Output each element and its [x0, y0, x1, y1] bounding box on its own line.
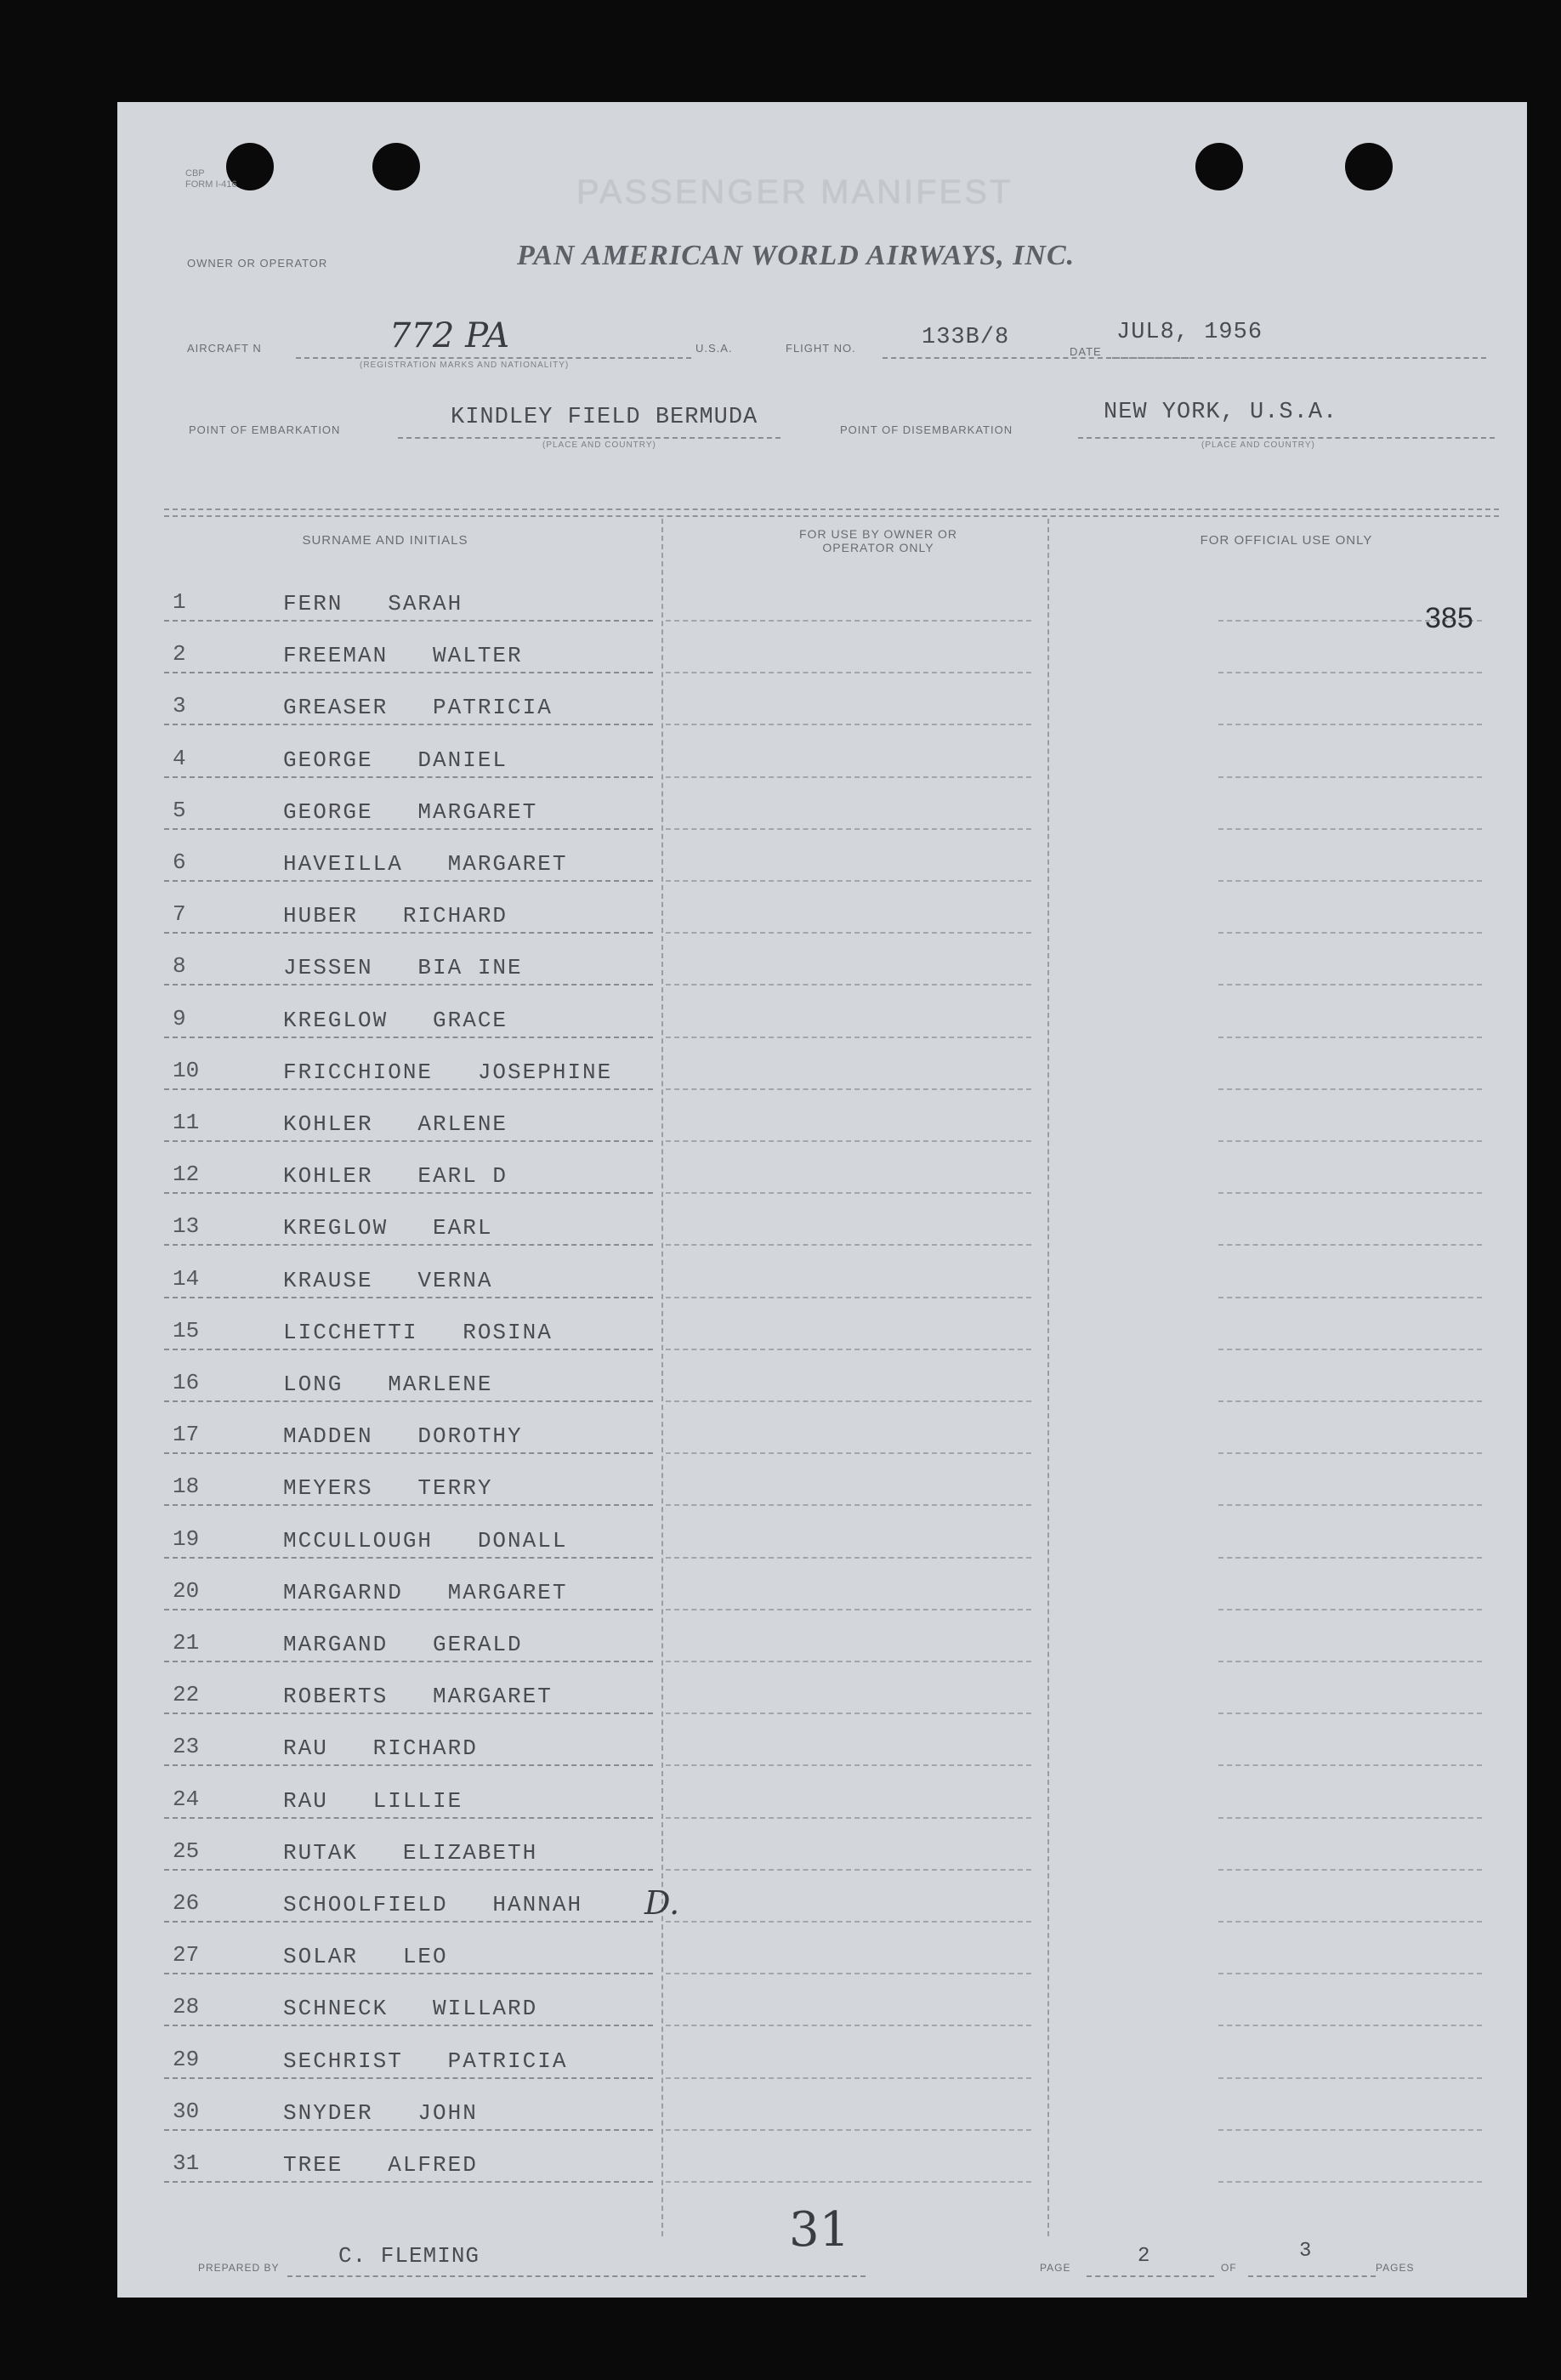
passenger-name: KOHLER ARLENE — [283, 1111, 508, 1137]
passenger-name: ROBERTS MARGARET — [283, 1684, 553, 1710]
passenger-name: RAU LILLIE — [283, 1787, 463, 1814]
passenger-name: SNYDER JOHN — [283, 2099, 478, 2126]
passenger-number: 19 — [173, 1525, 200, 1552]
manifest-page — [117, 102, 1527, 2298]
page-label: PAGE — [1040, 2262, 1071, 2274]
punch-hole — [372, 143, 420, 190]
passenger-row — [164, 622, 1490, 673]
passenger-name: MEYERS TERRY — [283, 1475, 493, 1502]
page-title: PASSENGER MANIFEST — [576, 173, 1013, 211]
passenger-row — [164, 1402, 1490, 1454]
prepared-line — [287, 2275, 866, 2277]
of-value: 3 — [1299, 2240, 1313, 2263]
passenger-name: JESSEN BIA INE — [283, 955, 523, 981]
passenger-row — [164, 1350, 1490, 1402]
passenger-row — [164, 882, 1490, 934]
punch-hole — [1345, 143, 1393, 190]
passenger-name: MARGAND GERALD — [283, 1632, 523, 1657]
embark-label: POINT OF EMBARKATION — [189, 423, 341, 436]
passenger-row — [164, 1507, 1490, 1559]
passenger-row — [164, 1090, 1490, 1142]
passenger-row — [164, 778, 1490, 830]
passenger-name: SCHNECK WILLARD — [283, 1996, 538, 2022]
passenger-name: GEORGE MARGARET — [283, 798, 538, 825]
passenger-number: 13 — [173, 1213, 200, 1240]
passenger-number: 23 — [173, 1734, 200, 1760]
disembark-line — [1078, 437, 1495, 439]
passenger-row — [164, 1767, 1490, 1819]
passenger-row — [164, 1142, 1490, 1194]
handwritten-initial: D. — [644, 1884, 680, 1922]
passenger-number: 18 — [173, 1474, 200, 1500]
passenger-number: 29 — [173, 2046, 200, 2072]
passenger-row — [164, 1038, 1490, 1090]
passenger-name: FREEMAN WALTER — [283, 643, 523, 669]
passenger-name: SOLAR LEO — [283, 1944, 448, 1970]
passenger-number: 3 — [173, 693, 186, 719]
row-rule — [1218, 2181, 1482, 2183]
total-count: 31 — [789, 2202, 850, 2258]
owner-label: OWNER OR OPERATOR — [187, 257, 328, 270]
passenger-number: 7 — [173, 901, 186, 928]
passenger-row — [164, 1871, 1490, 1923]
table-top-rule — [164, 515, 1499, 517]
passenger-row — [164, 1194, 1490, 1246]
column-header-surname: SURNAME AND INITIALS — [302, 533, 468, 548]
passenger-number: 8 — [173, 953, 186, 980]
embark-sublabel: (PLACE AND COUNTRY) — [542, 440, 656, 450]
passenger-name: KOHLER EARL D — [283, 1163, 508, 1190]
passenger-number: 24 — [173, 1786, 200, 1812]
passenger-name: SCHOOLFIELD HANNAH — [283, 1892, 583, 1917]
passenger-number: 22 — [173, 1682, 200, 1708]
passenger-number: 28 — [173, 1994, 200, 2020]
column-header-official-use: FOR OFFICIAL USE ONLY — [1200, 533, 1373, 548]
passenger-name: GREASER PATRICIA — [283, 695, 553, 721]
passenger-name: LICCHETTI ROSINA — [283, 1319, 553, 1345]
page-value: 2 — [1138, 2245, 1151, 2268]
passenger-name: TREE ALFRED — [283, 2152, 478, 2178]
passenger-number: 5 — [173, 797, 186, 823]
table-top-rule — [164, 508, 1499, 510]
flight-value: 133B/8 — [922, 325, 1010, 350]
passenger-name: LONG MARLENE — [283, 1372, 493, 1397]
passenger-name: GEORGE DANIEL — [283, 747, 508, 773]
official-number: 385 — [1425, 602, 1473, 634]
passenger-name: MADDEN DOROTHY — [283, 1423, 523, 1450]
date-line — [1112, 357, 1486, 359]
punch-hole — [1195, 143, 1243, 190]
embark-value: KINDLEY FIELD BERMUDA — [451, 405, 758, 430]
passenger-row — [164, 673, 1490, 725]
of-line — [1248, 2275, 1376, 2277]
passenger-row — [164, 2131, 1490, 2183]
usa-label: U.S.A. — [695, 342, 733, 355]
passenger-row — [164, 1298, 1490, 1350]
passenger-row — [164, 570, 1490, 622]
passenger-number: 20 — [173, 1577, 200, 1604]
passenger-row — [164, 1454, 1490, 1506]
passenger-name: KREGLOW EARL — [283, 1215, 493, 1241]
passenger-row — [164, 830, 1490, 882]
passenger-row — [164, 986, 1490, 1038]
passenger-name: RUTAK ELIZABETH — [283, 1839, 538, 1866]
prepared-value: C. FLEMING — [338, 2243, 480, 2269]
passenger-number: 9 — [173, 1005, 186, 1031]
disembark-sublabel: (PLACE AND COUNTRY) — [1201, 440, 1315, 450]
form-code-line2: FORM I-416 — [185, 179, 237, 190]
passenger-number: 12 — [173, 1162, 200, 1188]
date-label: DATE — [1070, 345, 1102, 358]
prepared-label: PREPARED BY — [198, 2262, 280, 2274]
disembark-value: NEW YORK, U.S.A. — [1104, 400, 1338, 425]
passenger-number: 15 — [173, 1317, 200, 1343]
embark-line — [398, 437, 780, 439]
passenger-name: HAVEILLA MARGARET — [283, 851, 568, 877]
column-header-owner-use: FOR USE BY OWNER OR OPERATOR ONLY — [799, 527, 957, 554]
passenger-row — [164, 2079, 1490, 2131]
flight-label: FLIGHT NO. — [786, 342, 856, 355]
passenger-name: MARGARND MARGARET — [283, 1579, 568, 1605]
passenger-name: FERN SARAH — [283, 591, 463, 616]
passenger-number: 25 — [173, 1838, 200, 1864]
passenger-number: 27 — [173, 1942, 200, 1968]
row-rule — [164, 2181, 653, 2183]
airline-name: PAN AMERICAN WORLD AIRWAYS, INC. — [517, 240, 1076, 271]
passenger-row — [164, 1714, 1490, 1766]
disembark-label: POINT OF DISEMBARKATION — [840, 423, 1013, 436]
passenger-row — [164, 934, 1490, 986]
passenger-name: HUBER RICHARD — [283, 903, 508, 929]
passenger-number: 30 — [173, 2098, 200, 2124]
passenger-name: KRAUSE VERNA — [283, 1267, 493, 1293]
form-code — [185, 168, 237, 190]
passenger-number: 31 — [173, 2150, 200, 2176]
passenger-number: 14 — [173, 1265, 200, 1292]
aircraft-label: AIRCRAFT N — [187, 342, 262, 355]
passenger-number: 1 — [173, 589, 186, 615]
passenger-number: 21 — [173, 1630, 200, 1656]
passenger-row — [164, 1923, 1490, 1974]
form-code-line1: CBP — [185, 168, 205, 179]
passenger-name: RAU RICHARD — [283, 1735, 478, 1762]
aircraft-line — [296, 357, 691, 359]
passenger-number: 4 — [173, 745, 186, 771]
passenger-number: 6 — [173, 849, 186, 875]
passenger-row — [164, 1662, 1490, 1714]
passenger-row — [164, 1559, 1490, 1610]
passenger-name: SECHRIST PATRICIA — [283, 2048, 568, 2074]
passenger-number: 2 — [173, 641, 186, 667]
of-label: OF — [1221, 2262, 1237, 2274]
passenger-number: 10 — [173, 1057, 200, 1083]
passenger-name: KREGLOW GRACE — [283, 1007, 508, 1033]
registration-sublabel: (REGISTRATION MARKS AND NATIONALITY) — [360, 361, 570, 370]
passenger-number: 26 — [173, 1890, 200, 1916]
passenger-row — [164, 1819, 1490, 1871]
passenger-row — [164, 2027, 1490, 2079]
aircraft-value: 772 PA — [389, 316, 510, 355]
passenger-number: 16 — [173, 1370, 200, 1395]
passenger-row — [164, 1974, 1490, 2026]
passenger-row — [164, 1610, 1490, 1662]
page-line — [1087, 2275, 1214, 2277]
passenger-number: 11 — [173, 1110, 200, 1135]
pages-label: PAGES — [1376, 2262, 1415, 2274]
passenger-name: MCCULLOUGH DONALL — [283, 1527, 568, 1554]
date-value: JUL8, 1956 — [1116, 320, 1263, 345]
passenger-row — [164, 726, 1490, 778]
row-rule — [666, 2181, 1031, 2183]
passenger-number: 17 — [173, 1422, 200, 1448]
passenger-row — [164, 1247, 1490, 1298]
passenger-name: FRICCHIONE JOSEPHINE — [283, 1059, 613, 1085]
